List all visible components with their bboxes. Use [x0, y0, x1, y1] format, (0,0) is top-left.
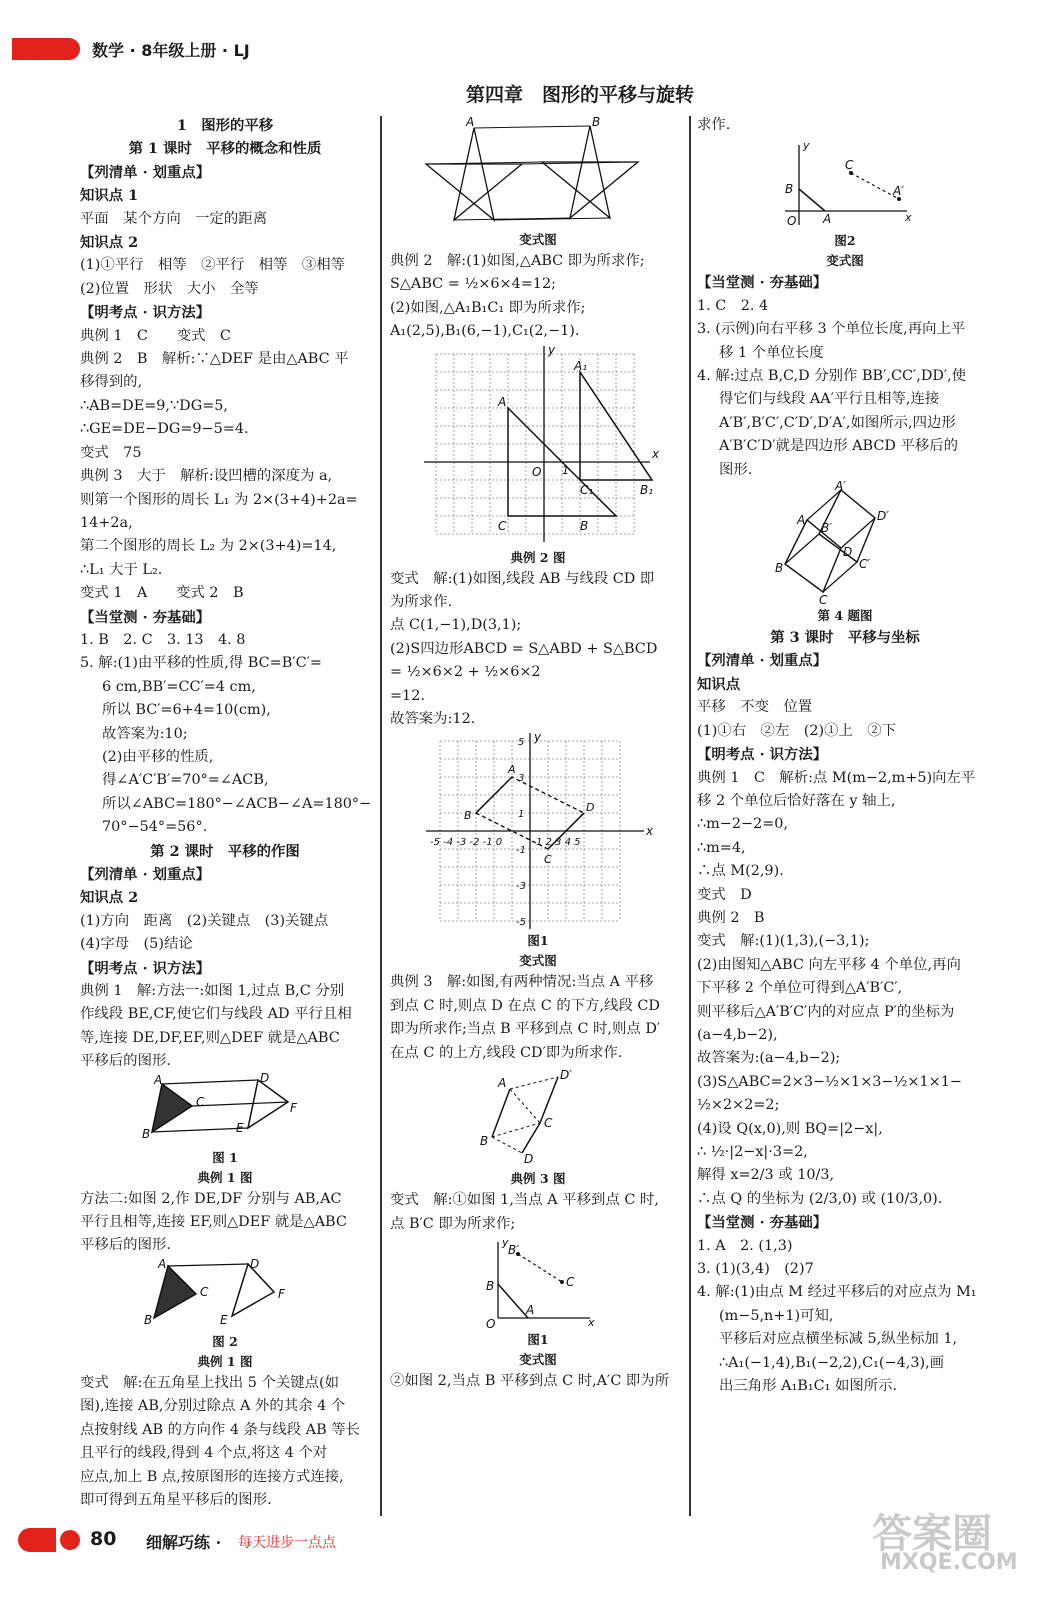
column-2	[390, 114, 686, 1393]
svg-text:A′: A′	[835, 479, 846, 494]
footer-red-dot	[60, 1530, 80, 1550]
text-line: 变式 1 A 变式 2 B	[80, 585, 244, 602]
text-line: 【列清单 · 划重点】	[697, 652, 828, 670]
text-line: 点按射线 AB 的方向作 4 条与线段 AB 等长	[80, 1421, 361, 1438]
svg-text:-1: -1	[516, 845, 526, 857]
text-line: 方法二:如图 2,作 DE,DF 分别与 AB,AC	[80, 1190, 342, 1207]
text-line: 故答案为:10;	[102, 725, 188, 742]
svg-text:B: B	[775, 561, 784, 576]
text-line: 移得到的,	[80, 374, 143, 391]
text-line: 1. B 2. C 3. 13 4. 8	[80, 631, 246, 648]
svg-text:B: B	[592, 115, 601, 129]
text-line: 【列清单 · 划重点】	[80, 163, 211, 181]
svg-text:F: F	[278, 1286, 285, 1301]
text-line: 【当堂测 · 夯基础】	[697, 274, 828, 292]
svg-text:B: B	[464, 809, 472, 823]
svg-text:D′: D′	[877, 509, 889, 524]
text-line: 所以 BC′=6+4=10(cm),	[102, 702, 271, 719]
footer-slogan: 每天进步一点点	[238, 1535, 336, 1551]
text-line: 图),连接 AB,分别过除点 A 外的其余 4 个	[80, 1398, 346, 1415]
figure-label: 图2	[834, 233, 856, 249]
text-line: ∴ ½·|2−x|·3=2,	[697, 1144, 808, 1160]
text-line: =12.	[390, 687, 425, 704]
text-line: 平移后的图形.	[80, 1053, 171, 1070]
text-line: 典例 3 解:如图,有两种情况:当点 A 平移	[390, 974, 654, 991]
svg-text:D: D	[524, 1152, 534, 1167]
svg-text:y: y	[502, 1235, 509, 1249]
svg-text:A: A	[797, 513, 806, 528]
svg-text:C: C	[845, 158, 854, 173]
svg-text:A′: A′	[893, 184, 904, 199]
text-line: 典例 2 B 解析:∵△DEF 是由△ABC 平	[80, 351, 349, 368]
text-line: (1)①平行 相等 ②平行 相等 ③相等	[80, 257, 346, 274]
text-line: 【列清单 · 划重点】	[80, 866, 211, 883]
text-line: 平移 不变 位置	[697, 699, 813, 716]
svg-text:A: A	[158, 1256, 167, 1271]
figure-label: 图1	[527, 933, 549, 949]
figure-caption: 典例 1 图	[197, 1353, 253, 1369]
figure-caption: 变式图	[519, 953, 557, 969]
text-line: 到点 C 时,则点 D 在点 C 的下方,线段 CD	[390, 997, 660, 1014]
text-line: 6 cm,BB′=CC′=4 cm,	[102, 678, 256, 695]
figure-caption: 典例 3 图	[510, 1171, 566, 1187]
figure-caption: 变式图	[519, 1351, 557, 1367]
header-title: 数学 · 8年级上册 · LJ	[92, 41, 250, 60]
svg-text:y: y	[534, 730, 542, 745]
text-line: ∴m−2−2=0,	[697, 816, 789, 833]
text-line: 【当堂测 · 夯基础】	[697, 1214, 828, 1232]
text-line: S△ABC = ½×6×4=12;	[390, 276, 556, 293]
text-line: 4. 解:(1)由点 M 经过平移后的对应点为 M₁	[697, 1284, 977, 1301]
text-line: 知识点 2	[80, 234, 139, 252]
watermark-url: MXQE.COM	[880, 1550, 1018, 1575]
svg-text:O: O	[532, 464, 542, 479]
text-line: 70°−54°=56°.	[102, 819, 208, 836]
text-line: 典例 3 大于 解析:设凹槽的深度为 a,	[80, 468, 333, 485]
text-line: 点 C(1,−1),D(3,1);	[390, 617, 522, 634]
text-line: 典例 2 B	[697, 909, 765, 926]
text-line: 且平行的线段,得到 4 个点,将这 4 个对	[80, 1445, 328, 1462]
text-line: 典例 1 C 解析:点 M(m−2,m+5)向左平	[697, 769, 976, 786]
text-line: 点 B′C 即为所求作;	[390, 1215, 516, 1232]
text-line: 则第一个图形的周长 L₁ 为 2×(3+4)+2a=	[80, 491, 358, 508]
text-line: 3. (1)(3,4) (2)7	[697, 1261, 814, 1278]
figure-caption: 变式图	[826, 253, 864, 269]
text-line: 【明考点 · 识方法】	[80, 959, 211, 977]
svg-text:O: O	[787, 214, 797, 229]
svg-text:E: E	[220, 1312, 228, 1327]
text-line: 即为所求作;当点 B 平移到点 C 时,则点 D′	[390, 1021, 661, 1038]
figure-label: 图1	[527, 1331, 549, 1347]
text-line: 1. C 2. 4	[697, 297, 769, 314]
svg-text:C: C	[566, 1274, 575, 1289]
text-line: 故答案为:12.	[390, 711, 476, 728]
svg-text:B: B	[144, 1312, 153, 1327]
svg-text:C₁: C₁	[580, 482, 594, 497]
column-1	[80, 114, 370, 1512]
svg-text:-5 -4 -3 -2 -1 0: -5 -4 -3 -2 -1 0	[430, 837, 503, 849]
example1-figure2	[140, 1256, 310, 1330]
svg-text:5: 5	[518, 737, 525, 749]
text-line: 1. A 2. (1,3)	[697, 1237, 793, 1254]
text-line: 14+2a,	[80, 514, 133, 531]
svg-text:C: C	[196, 1094, 205, 1109]
text-line: (1)①右 ②左 (2)①上 ②下	[697, 722, 897, 739]
svg-text:x: x	[905, 211, 912, 225]
text-line: 知识点	[697, 675, 741, 693]
text-line: 即可得到五角星平移后的图形.	[80, 1491, 272, 1508]
svg-text:C: C	[544, 853, 552, 867]
text-line: ∴GE=DE−DG=9−5=4.	[80, 421, 249, 438]
text-line: ∴点 Q 的坐标为 (2/3,0) 或 (10/3,0).	[697, 1190, 943, 1207]
text-line: 图形.	[719, 461, 753, 478]
svg-text:D′: D′	[560, 1068, 572, 1083]
text-line: 应点,加上 B 点,按原图形的连接方式连接,	[80, 1468, 344, 1485]
text-line: 下平移 2 个单位可得到△A′B′C′,	[697, 980, 903, 997]
svg-text:B₁: B₁	[640, 482, 654, 497]
column-3	[697, 114, 993, 1398]
svg-text:-5: -5	[516, 917, 526, 929]
text-line: 求作.	[697, 117, 731, 133]
text-line: ½×2×2=2;	[697, 1097, 780, 1114]
text-line: 变式 解:①如图 1,当点 A 平移到点 C 时,	[390, 1192, 659, 1209]
question4-figure	[775, 479, 915, 608]
svg-text:C′: C′	[859, 557, 871, 572]
text-line: ∴m=4,	[697, 839, 746, 856]
text-line: 所以∠ABC=180°−∠ACB−∠A=180°−	[102, 795, 372, 812]
figure-label: 图 1	[212, 1149, 238, 1165]
svg-text:D: D	[250, 1256, 260, 1271]
svg-text:3: 3	[518, 773, 525, 785]
text-line: = ½×6×2 + ½×6×2	[390, 664, 541, 681]
text-line: 移 1 个单位长度	[719, 344, 824, 361]
svg-text:1: 1	[518, 809, 525, 821]
figure-label: 图 2	[212, 1333, 238, 1349]
svg-text:y: y	[548, 342, 556, 357]
text-line: 变式 75	[80, 444, 142, 461]
svg-text:1 2 3 4 5: 1 2 3 4 5	[536, 837, 581, 849]
svg-text:D: D	[260, 1070, 270, 1085]
text-line: 出三角形 A₁B₁C₁ 如图所示.	[719, 1378, 898, 1395]
figure-caption: 第 4 题图	[817, 608, 873, 624]
svg-text:B′: B′	[821, 521, 832, 536]
text-line: 平移后的图形.	[80, 1237, 171, 1254]
text-line: A′B′C′D′就是四边形 ABCD 平移后的	[719, 438, 959, 455]
footer-red-tab	[18, 1528, 56, 1552]
text-line: A₁(2,5),B₁(6,−1),C₁(2,−1).	[390, 323, 580, 340]
text-line: 3. (示例)向右平移 3 个单位长度,再向上平	[697, 321, 966, 338]
text-line: (2)由图知△ABC 向左平移 4 个单位,再向	[697, 956, 961, 973]
watermark-logo: 答案圈	[872, 1511, 992, 1557]
text-line: (2)由平移的性质,	[102, 748, 214, 765]
svg-text:-3: -3	[516, 881, 526, 893]
svg-text:D: D	[843, 545, 853, 560]
text-line: (m−5,n+1)可知,	[719, 1307, 834, 1324]
text-line: 知识点 1	[80, 187, 139, 205]
header-red-tab	[12, 38, 80, 60]
svg-text:E: E	[236, 1120, 244, 1135]
text-line: 故答案为:(a−4,b−2);	[697, 1050, 841, 1067]
svg-text:C: C	[200, 1284, 209, 1299]
page-number: 80	[90, 1528, 117, 1550]
text-line: 4. 解:过点 B,C,D 分别作 BB′,CC′,DD′,使	[697, 368, 967, 385]
text-line: ∴L₁ 大于 L₂.	[80, 561, 163, 578]
variant-figure-1	[478, 1235, 598, 1331]
text-line: 作线段 BE,CF,使它们与线段 AD 平行且相	[80, 1006, 352, 1023]
text-line: A′B′,B′C′,C′D′,D′A′,如图所示,四边形	[719, 414, 956, 431]
figure-caption: 变式图	[519, 232, 557, 247]
svg-text:A: A	[466, 115, 475, 129]
section-title: 1 图形的平移	[176, 117, 274, 134]
text-line: 得它们与线段 AA′平行且相等,连接	[719, 391, 940, 408]
example2-grid-figure	[418, 342, 660, 546]
svg-text:A: A	[498, 394, 507, 409]
svg-text:B: B	[785, 182, 794, 197]
text-line: 知识点 2	[80, 889, 139, 907]
lesson-title: 第 1 课时 平移的概念和性质	[128, 140, 322, 158]
text-line: (3)S△ABC=2×3−½×1×3−½×1×1−	[697, 1073, 962, 1090]
text-line: ∴点 M(2,9).	[697, 863, 784, 880]
text-line: ∴AB=DE=9,∵DG=5,	[80, 397, 228, 414]
text-line: 变式 解:(1)如图,线段 AB 与线段 CD 即	[390, 570, 655, 587]
svg-text:A: A	[823, 212, 832, 227]
svg-text:F: F	[290, 1100, 297, 1115]
text-line: (4)设 Q(x,0),则 BQ=|2−x|,	[697, 1120, 883, 1137]
text-line: 得∠A′C′B′=70°=∠ACB,	[102, 772, 269, 789]
svg-text:A: A	[526, 1302, 535, 1317]
figure-caption: 典例 2 图	[510, 549, 566, 565]
text-line: 典例 1 C 变式 C	[80, 327, 231, 344]
column-divider-1	[380, 116, 382, 1516]
chapter-title: 第四章 图形的平移与旋转	[465, 84, 694, 106]
svg-text:B: B	[580, 518, 589, 533]
variant-figure-2	[775, 139, 915, 229]
figure-caption: 典例 1 图	[197, 1169, 253, 1185]
example1-figure1	[140, 1070, 310, 1146]
text-line: ∴A₁(−1,4),B₁(−2,2),C₁(−4,3),画	[719, 1354, 945, 1371]
footer-brand: 细解巧练 ·	[146, 1533, 222, 1552]
text-line: 为所求作.	[390, 594, 453, 611]
text-line: (a−4,b−2),	[697, 1026, 778, 1043]
text-line: 【明考点 · 识方法】	[697, 746, 828, 764]
svg-text:B: B	[480, 1134, 489, 1149]
svg-text:A₁: A₁	[574, 358, 588, 373]
svg-text:y: y	[803, 139, 810, 153]
text-line: 平面 某个方向 一定的距离	[80, 210, 268, 227]
svg-text:C: C	[544, 1116, 553, 1131]
svg-text:A: A	[498, 1076, 507, 1091]
text-line: 等,连接 DE,DF,EF,则△DEF 就是△ABC	[80, 1029, 340, 1046]
text-line: 典例 1 解:方法一:如图 1,过点 B,C 分别	[80, 983, 345, 1000]
text-line: (2)S四边形ABCD = S△ABD + S△BCD	[390, 640, 658, 657]
svg-text:D: D	[586, 801, 595, 815]
svg-text:x: x	[646, 824, 654, 839]
text-line: 变式 解:(1)(1,3),(−3,1);	[697, 933, 870, 950]
example3-figure	[478, 1067, 598, 1167]
svg-text:O: O	[486, 1316, 496, 1331]
svg-text:A: A	[508, 763, 516, 777]
text-line: (4)字母 (5)结论	[80, 936, 193, 953]
text-line: 在点 C 的上方,线段 CD′即为所求作.	[390, 1044, 623, 1061]
lesson-title: 第 2 课时 平移的作图	[150, 842, 300, 860]
text-line: 【明考点 · 识方法】	[80, 304, 211, 322]
variant-grid-figure	[420, 730, 656, 929]
svg-text:x: x	[588, 1315, 595, 1329]
text-line: 典例 2 解:(1)如图,△ABC 即为所求作;	[390, 253, 645, 269]
text-line: 第二个图形的周长 L₂ 为 2×(3+4)=14,	[80, 538, 337, 555]
svg-text:B′: B′	[508, 1242, 519, 1257]
svg-text:x: x	[652, 446, 660, 461]
column-divider-2	[689, 116, 691, 1516]
star-translation-figure	[418, 116, 658, 228]
text-line: (2)如图,△A₁B₁C₁ 即为所求作;	[390, 299, 586, 316]
svg-text:B: B	[142, 1126, 151, 1141]
text-line: 解得 x=2/3 或 10/3,	[697, 1167, 835, 1184]
text-line: 5. 解:(1)由平移的性质,得 BC=B′C′=	[80, 655, 322, 672]
svg-text:C: C	[819, 593, 828, 608]
text-line: (2)位置 形状 大小 全等	[80, 280, 259, 297]
text-line: 【当堂测 · 夯基础】	[80, 608, 211, 626]
svg-text:B: B	[486, 1278, 495, 1293]
text-line: 平行且相等,连接 EF,则△DEF 就是△ABC	[80, 1214, 347, 1231]
page-header	[0, 36, 1044, 66]
text-line: 则平移后△A′B′C′内的对应点 P′的坐标为	[697, 1003, 955, 1020]
text-line: 变式 D	[697, 886, 752, 903]
text-line: (1)方向 距离 (2)关键点 (3)关键点	[80, 912, 329, 929]
svg-text:A: A	[154, 1072, 163, 1087]
text-line: 移 2 个单位后恰好落在 y 轴上,	[697, 792, 896, 809]
text-line: 平移后对应点横坐标减 5,纵坐标加 1,	[719, 1331, 958, 1348]
text-line: ②如图 2,当点 B 平移到点 C 时,A′C 即为所	[390, 1372, 670, 1389]
svg-text:C: C	[498, 518, 507, 533]
lesson-title: 第 3 课时 平移与坐标	[770, 629, 920, 647]
text-line: 变式 解:在五角星上找出 5 个关键点(如	[80, 1374, 340, 1391]
svg-text:1: 1	[562, 463, 569, 477]
